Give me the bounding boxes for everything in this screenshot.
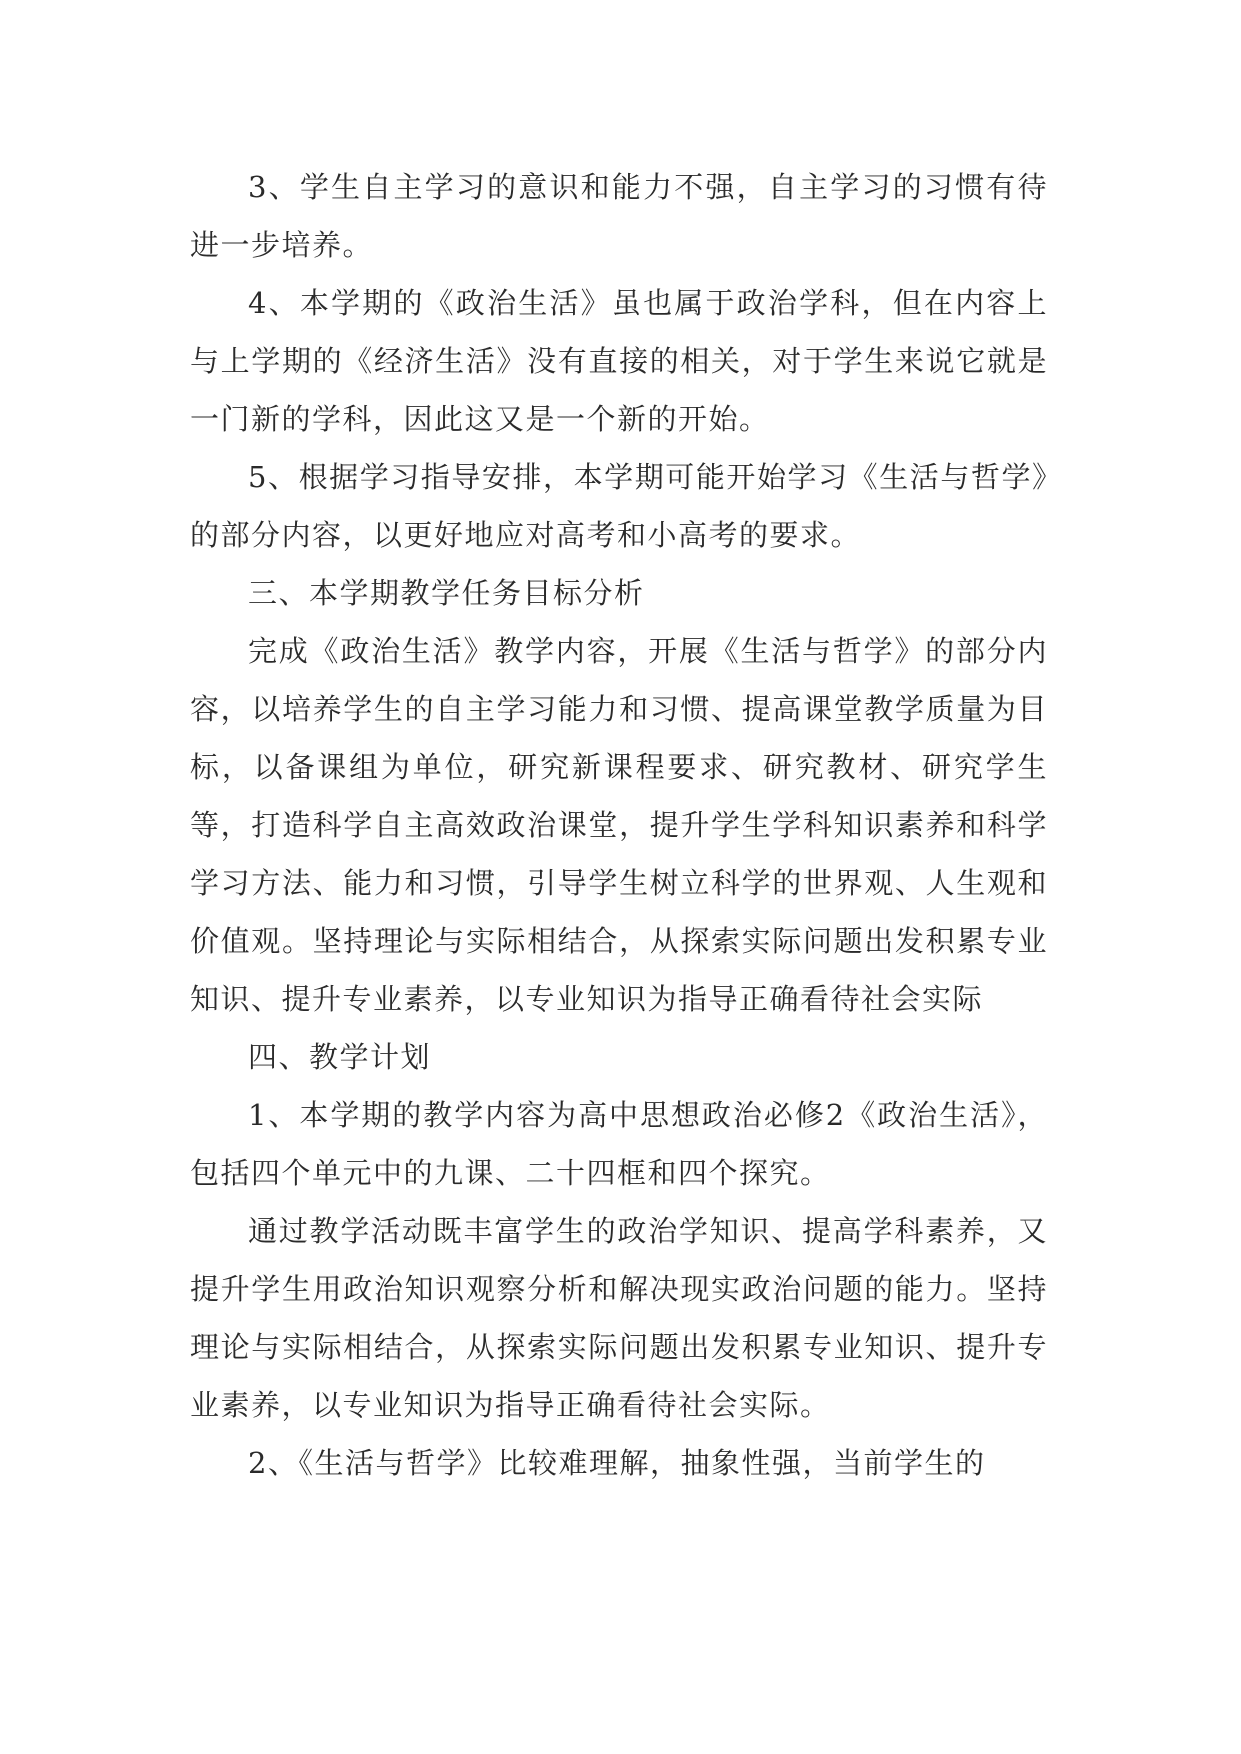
paragraph-item-4: 4、本学期的《政治生活》虽也属于政治学科，但在内容上与上学期的《经济生活》没有直接的相关，对于学生来说它就是一门新的学科，因此这又是一个新的开始。 — [190, 286, 1048, 436]
paragraph-plan-item-2: 2、《生活与哲学》比较难理解，抽象性强，当前学生的 — [248, 1446, 986, 1480]
paragraph-plan-item-1: 1、本学期的教学内容为高中思想政治必修2《政治生活》，包括四个单元中的九课、二十四框和四个探究。 — [190, 1098, 1048, 1190]
paragraph-item-3: 3、学生自主学习的意识和能力不强，自主学习的习惯有待进一步培养。 — [190, 170, 1048, 262]
paragraph-item-5: 5、根据学习指导安排，本学期可能开始学习《生活与哲学》的部分内容，以更好地应对高考和小高考的要求。 — [190, 460, 1048, 552]
paragraph-objectives: 完成《政治生活》教学内容，开展《生活与哲学》的部分内容，以培养学生的自主学习能力和习惯、提高课堂教学质量为目标，以备课组为单位，研究新课程要求、研究教材、研究学生等，打造科学自主高效政治课堂，提升学生学科知识素养和科学学习方法、能力和习惯，引导学生树立科学的世界观、人生观和价值观。坚持理论与实际相结合，从探索实际问题出发积累专业知识、提升专业素养，以专业知识为指导正确看待社会实际 — [190, 634, 1048, 1016]
paragraph-plan-activities: 通过教学活动既丰富学生的政治学知识、提高学科素养，又提升学生用政治知识观察分析和解决现实政治问题的能力。坚持理论与实际相结合，从探索实际问题出发积累专业知识、提升专业素养，以专业知识为指导正确看待社会实际。 — [190, 1214, 1048, 1422]
document-body — [190, 158, 1048, 1492]
section-heading-teaching-plan: 四、教学计划 — [248, 1040, 432, 1074]
section-heading-objectives: 三、本学期教学任务目标分析 — [248, 576, 645, 610]
